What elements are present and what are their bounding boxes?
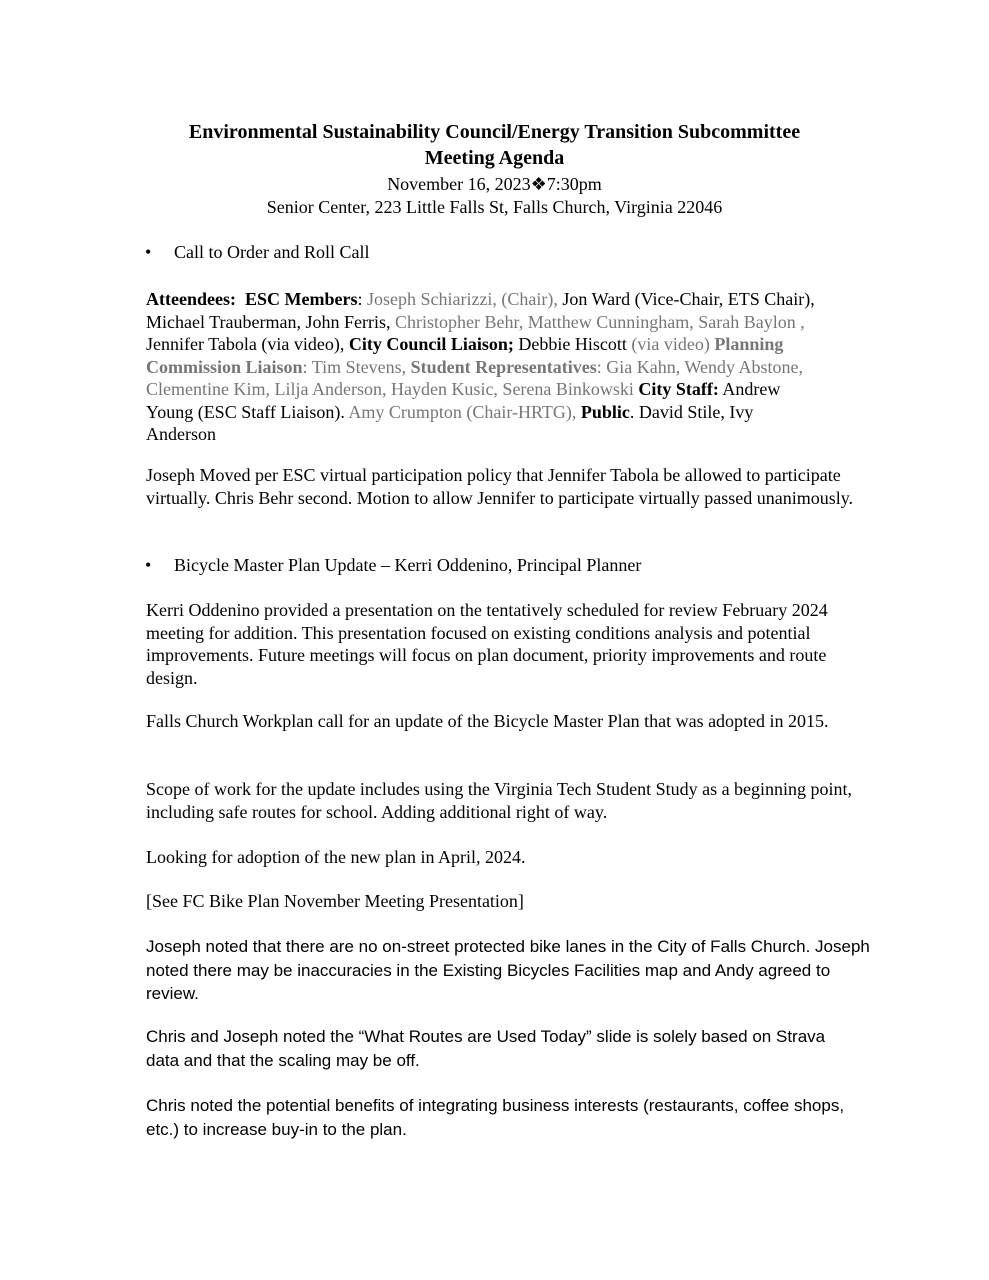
chris-joseph-paragraph: Chris and Joseph noted the “What Routes are Used Today” slide is solely based on Strava data and that the scaling may be off.	[146, 1027, 826, 1070]
agenda-item-label: Call to Order and Roll Call	[174, 242, 370, 262]
see-presentation-paragraph: [See FC Bike Plan November Meeting Presentation]	[146, 891, 524, 911]
adoption-paragraph: Looking for adoption of the new plan in April, 2024.	[146, 847, 526, 867]
attendees-label: Atteendees:	[146, 289, 236, 309]
scope-paragraph: Scope of work for the update includes using the Virginia Tech Student Study as a beginning point, including safe routes for school. Adding additional right of way.	[146, 779, 853, 822]
attendee-name: Joseph Schiarizzi, (Chair),	[366, 289, 558, 309]
public-label: Public	[576, 401, 630, 422]
attendee-name: . David Stile, Ivy	[629, 401, 754, 422]
attendee-name: Andrew	[718, 379, 781, 399]
agenda-item-label: Bicycle Master Plan Update – Kerri Oddenino, Principal Planner	[174, 555, 642, 575]
council-liaison-label: City Council Liaison;	[344, 334, 514, 354]
presentation-paragraph: Kerri Oddenino provided a presentation on the tentatively scheduled for review February 2024 meeting for addition. This presentation focused on existing conditions analysis and potential improvements. Future meetings will focus on plan document, priority improvements and route design.	[146, 600, 828, 688]
attendee-name: Clementine Kim, Lilja Anderson, Hayden Kusic, Serena Binkowski	[146, 379, 634, 399]
planning-label: Commission Liaison	[146, 356, 303, 377]
meeting-date-time: November 16, 2023❖7:30pm	[387, 174, 602, 194]
planning-label: Planning	[709, 334, 784, 354]
attendee-name: Debbie Hiscott	[513, 334, 627, 354]
bullet-icon: •	[145, 242, 152, 262]
chris-noted-paragraph: Chris noted the potential benefits of integrating business interests (restaurants, coffee shops, etc.) to increase buy-in to the plan.	[146, 1096, 845, 1139]
bullet-icon: •	[145, 555, 152, 575]
esc-members-label: ESC Members	[244, 289, 358, 309]
city-staff-label: City Staff:	[633, 379, 719, 399]
motion-paragraph: Joseph Moved per ESC virtual participation policy that Jennifer Tabola be allowed to participate virtually. Chris Behr second. Motion to allow Jennifer to participate virtually passed unanimously.	[146, 465, 854, 508]
attendee-name: Michael Trauberman, John Ferris,	[146, 311, 391, 332]
document-title: Environmental Sustainability Council/Energy Transition Subcommittee	[188, 121, 801, 143]
student-reps-label: Student Representatives	[406, 356, 597, 377]
attendees-paragraph: Atteendees: ESC Members: Joseph Schiarizzi, (Chair), Jon Ward (Vice-Chair, ETS Chair), Michael Trauberman, John Ferris, Christopher Behr, Matthew Cunningham, Sarah Baylon , Jennifer Tabola (via video), City Council Liaison; Debbie Hiscott (via video) Planning Commission Liaison: Tim Stevens, Student Representatives: Gia Kahn, Wendy Abstone, Clementine Kim, Lilja Anderson, Hayden Kusic, Serena Binkowski City Staff: Andrew Young (ESC Staff Liaison). Amy Crumpton (Chair-HRTG), Public. David Stile, Ivy Anderson	[146, 289, 815, 444]
attendee-name: Christopher Behr, Matthew Cunningham, Sarah Baylon ,	[390, 311, 805, 332]
attendee-name: Amy Crumpton (Chair-HRTG),	[344, 401, 577, 422]
attendee-name: : Gia Kahn, Wendy Abstone,	[596, 356, 803, 377]
document-subtitle: Meeting Agenda	[424, 147, 565, 169]
attendee-name: Jennifer Tabola (via video),	[146, 334, 345, 354]
attendee-name: Jon Ward (Vice-Chair, ETS Chair),	[557, 289, 815, 309]
attendee-name: : Tim Stevens,	[302, 356, 407, 377]
workplan-paragraph: Falls Church Workplan call for an update of the Bicycle Master Plan that was adopted in 2015.	[146, 711, 829, 731]
joseph-noted-paragraph: Joseph noted that there are no on-street protected bike lanes in the City of Falls Church. Joseph noted there may be inaccuracies in the Existing Bicycles Facilities map and Andy agreed to review.	[146, 937, 870, 1003]
attendee-name: Anderson	[146, 424, 216, 444]
attendee-name: Young (ESC Staff Liaison).	[146, 401, 345, 422]
meeting-location: Senior Center, 223 Little Falls St, Falls Church, Virginia 22046	[266, 197, 723, 217]
